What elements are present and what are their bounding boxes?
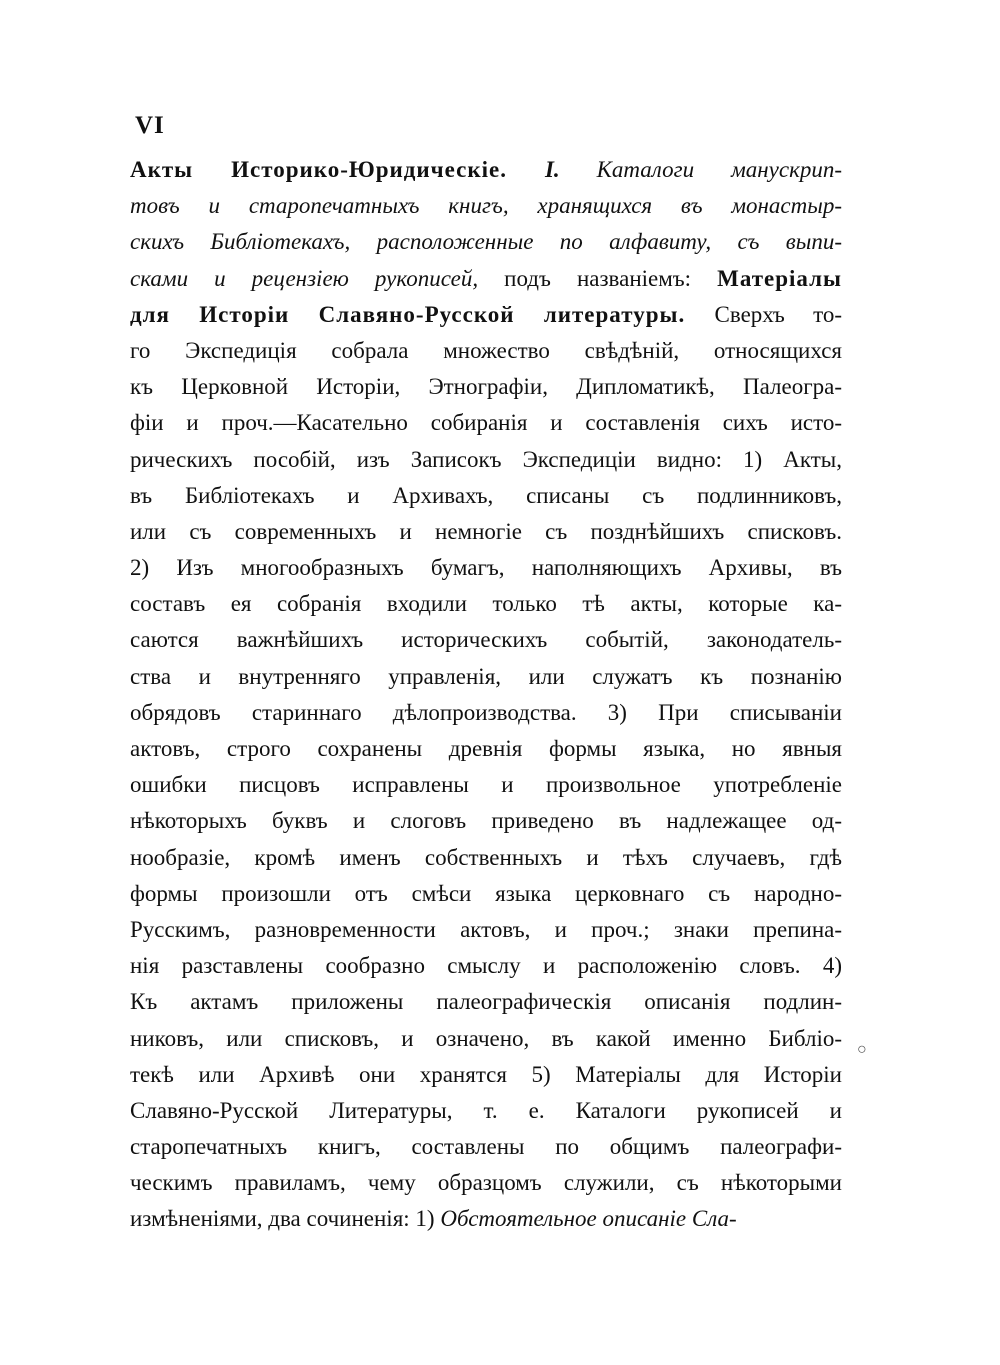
- text-line: [130, 550, 842, 586]
- text-line: [130, 1021, 842, 1057]
- text-segment: Обстоятельное описаніе Сла-: [440, 1206, 737, 1232]
- text-line: [130, 767, 842, 803]
- text-segment: Матеріалы: [717, 265, 842, 291]
- text-line: [130, 369, 842, 405]
- text-segment: измѣненіями, два сочиненія: 1): [130, 1206, 441, 1232]
- text-segment: Русскимъ, разновременности актовъ, и проч.; знаки препина-: [130, 916, 842, 942]
- text-line: [130, 1057, 842, 1093]
- text-segment: Каталоги манускрип-: [596, 157, 842, 182]
- text-segment: скихъ Библіотекахъ, расположенные по алфавиту, съ выпи-: [130, 229, 842, 255]
- text-segment: Къ актамъ приложены палеографическія описанія подлин-: [130, 989, 842, 1015]
- text-segment: актовъ, строго сохранены древнія формы языка, но явныя: [130, 736, 842, 761]
- text-line: [130, 297, 842, 333]
- text-line: [130, 405, 842, 441]
- text-segment: Славяно-Русской Литературы, т. е. Каталоги рукописей и: [130, 1097, 842, 1123]
- text-segment: старопечатныхъ книгъ, составлены по общимъ палеографи-: [130, 1134, 842, 1160]
- text-line: [130, 1201, 842, 1237]
- text-line: [130, 731, 842, 767]
- text-line: [130, 333, 842, 369]
- text-line: [130, 586, 842, 622]
- text-line: [130, 1129, 842, 1165]
- text-segment: формы произошли отъ смѣси языка церковнаго съ народно-: [130, 880, 842, 906]
- page-number: VI: [135, 112, 165, 139]
- text-line: [130, 948, 842, 984]
- text-segment: нѣкоторыхъ буквъ и слоговъ приведено въ надлежащее од-: [130, 808, 842, 834]
- text-segment: къ Церковной Исторіи, Этнографіи, Дипломатикѣ, Палеогра-: [130, 374, 842, 400]
- text-line: [130, 876, 842, 912]
- text-segment: Акты Историко-Юридическіе.: [130, 157, 545, 182]
- text-line: [130, 912, 842, 948]
- text-segment: товъ и старопечатныхъ книгъ, хранящихся въ монастыр-: [130, 193, 842, 219]
- text-segment: нія разставлены сообразно смыслу и расположенію словъ. 4): [130, 953, 842, 979]
- text-line: [130, 840, 842, 876]
- text-segment: 2) Изъ многообразныхъ бумагъ, наполняющихъ Архивы, въ: [130, 555, 842, 581]
- text-segment: Сверхъ то-: [714, 301, 842, 327]
- text-line: [130, 659, 842, 695]
- body-text: [130, 152, 842, 1238]
- text-line: [130, 152, 842, 188]
- text-segment: I.: [544, 157, 597, 182]
- text-line: [130, 224, 842, 260]
- text-segment: или съ современныхъ и немногіе съ позднѣйшихъ списковъ.: [130, 518, 842, 544]
- text-segment: фіи и проч.—Касательно собиранія и составленія сихъ исто-: [130, 410, 842, 436]
- text-segment: нообразіе, кромѣ именъ собственныхъ и тѣхъ случаевъ, гдѣ: [130, 844, 842, 870]
- text-segment: подъ названіемъ:: [504, 265, 718, 291]
- text-segment: никовъ, или списковъ, и означено, въ какой именно Библіо-: [130, 1025, 842, 1051]
- text-line: [130, 1165, 842, 1201]
- text-segment: саются важнѣйшихъ историческихъ событій, законодатель-: [130, 627, 842, 653]
- text-line: [130, 442, 842, 478]
- text-segment: для Исторіи Славяно-Русской литературы.: [130, 301, 715, 327]
- text-line: [130, 188, 842, 224]
- text-line: [130, 478, 842, 514]
- text-segment: сками и рецензіею рукописей,: [130, 265, 505, 291]
- text-line: [130, 514, 842, 550]
- text-segment: ческимъ правиламъ, чему образцомъ служили, съ нѣкоторыми: [130, 1170, 842, 1196]
- text-line: [130, 695, 842, 731]
- text-segment: ошибки писцовъ исправлены и произвольное употребленіе: [130, 772, 842, 798]
- text-segment: въ Библіотекахъ и Архивахъ, списаны съ подлинниковъ,: [130, 482, 842, 508]
- text-segment: обрядовъ стариннаго дѣлопроизводства. 3) При списываніи: [130, 699, 842, 725]
- text-segment: ства и внутренняго управленія, или служатъ къ познанію: [130, 663, 842, 689]
- text-line: [130, 803, 842, 839]
- text-line: [130, 622, 842, 658]
- text-segment: составъ ея собранія входили только тѣ акты, которые ка-: [130, 591, 842, 617]
- text-segment: го Экспедиція собрала множество свѣдѣній, относящихся: [130, 337, 842, 363]
- text-line: [130, 261, 842, 297]
- text-segment: рическихъ пособій, изъ Записокъ Экспедиціи видно: 1) Акты,: [130, 446, 842, 472]
- text-line: [130, 984, 842, 1020]
- text-segment: текѣ или Архивѣ они хранятся 5) Матеріалы для Исторіи: [130, 1061, 842, 1087]
- text-line: [130, 1093, 842, 1129]
- stray-mark: ○: [857, 1041, 867, 1058]
